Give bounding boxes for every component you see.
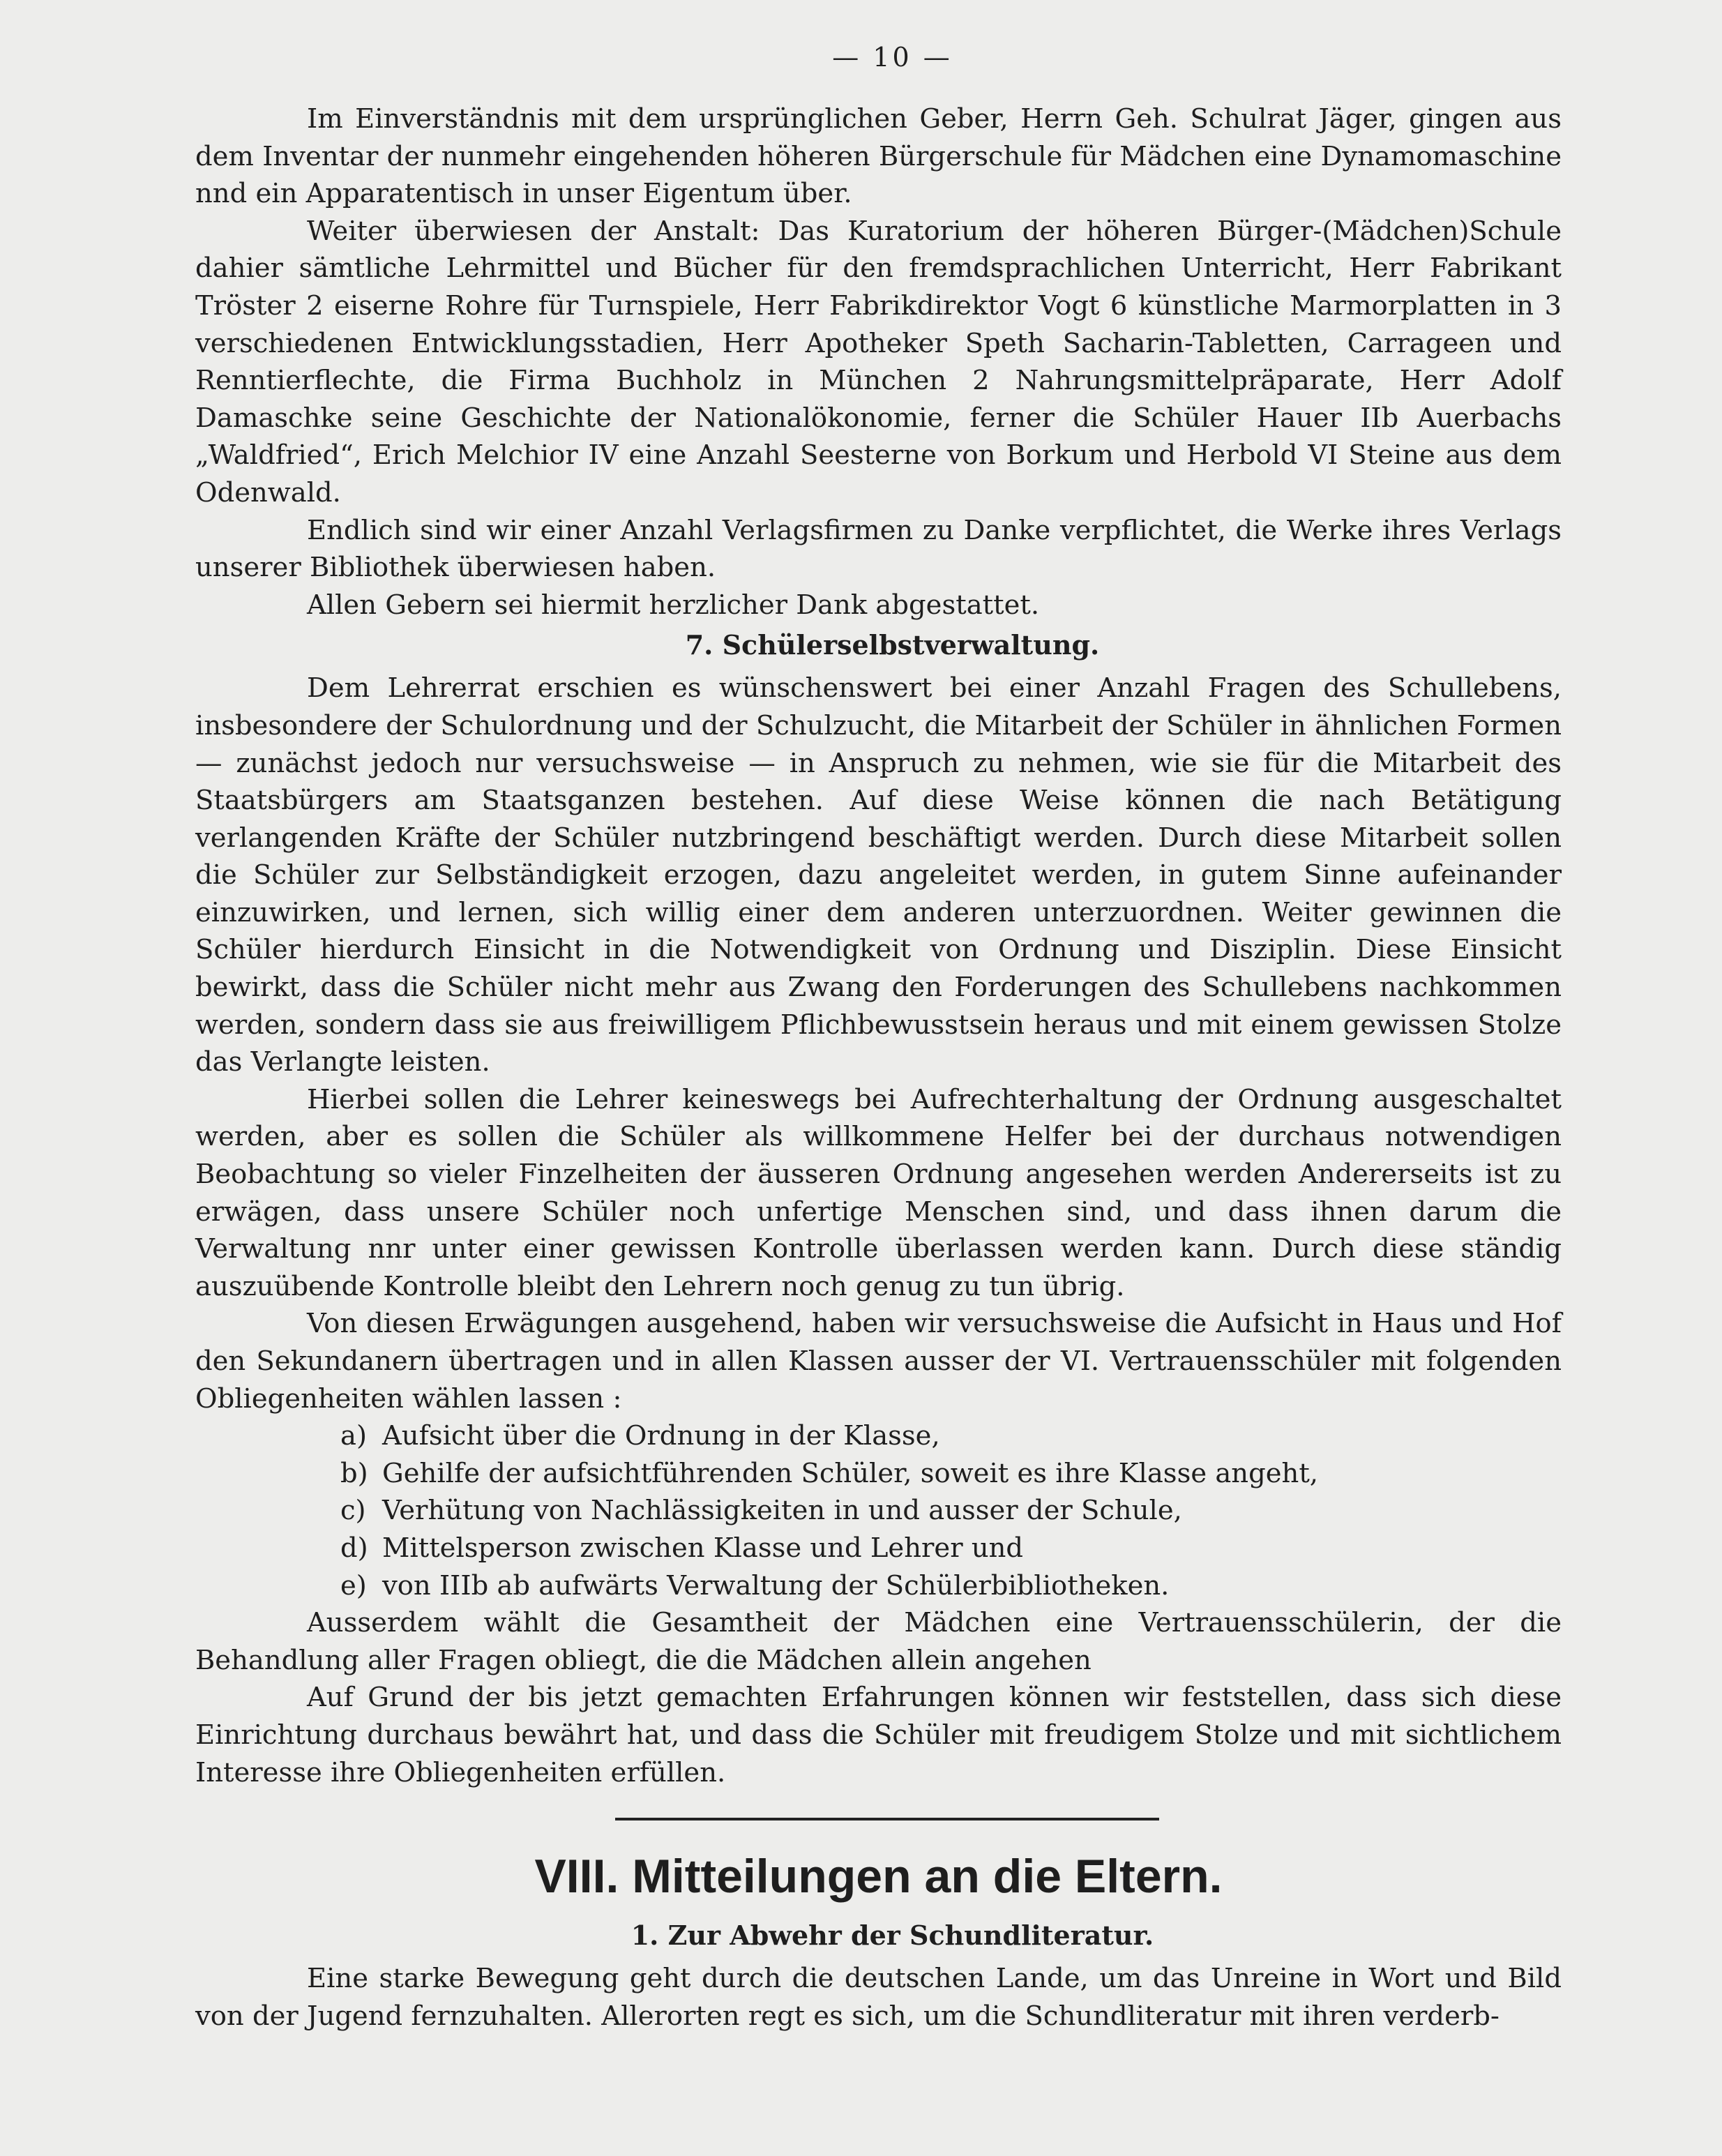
list-item — [340, 1567, 1562, 1605]
heading-student-self-administration: 7. Schülerselbstverwaltung. — [685, 629, 1100, 661]
list-item — [340, 1455, 1562, 1493]
list-marker: e) — [340, 1569, 367, 1601]
paragraph-supervision: Von diesen Erwägungen ausgehend, haben wir versuchsweise die Aufsicht in Haus und Hof den Sekundanern übertragen und in allen Klassen ausser der VI. Vertrauensschüler mit folgenden Obliegenheiten wählen lassen : — [195, 1308, 1562, 1415]
paragraph-donations-list: Weiter überwiesen der Anstalt: Das Kuratorium der höheren Bürger-(Mädchen)Schule dahier sämtliche Lehrmittel und Bücher für den fremdsprachlichen Unterricht, Herr Fabrikant Tröster 2 eiserne Rohre für Turnspiele, Herr Fabrikdirektor Vogt 6 künstliche Marmorplatten in 3 verschiedenen Entwicklungsstadien, Herr Apotheker Speth Sacharin-Tabletten, Carrageen und Renntierflechte, die Firma Buchholz in München 2 Nahrungsmittelpräparate, Herr Adolf Damaschke seine Geschichte der Nationalökonomie, ferner die Schüler Hauer IIb Auerbachs „Waldfried“, Erich Melchior IV eine Anzahl Seesterne von Borkum und Herbold VI Steine aus dem Odenwald. — [195, 215, 1562, 508]
paragraph-student-participation: Dem Lehrerrat erschien es wünschenswert bei einer Anzahl Fragen des Schullebens, insbesondere der Schulordnung und der Schulzucht, die Mitarbeit der Schüler in ähnlichen Formen — zunächst jedoch nur versuchsweise — in Anspruch zu nehmen, wie sie für die Mitarbeit des Staatsbürgers am Staatsganzen bestehen. Auf diese Weise können die nach Betätigung verlangenden Kräfte der Schüler nutzbringend beschäftigt werden. Durch diese Mitarbeit sollen die Schüler zur Selbständigkeit erzogen, dazu angeleitet werden, in gutem Sinne aufeinander einzuwirken, und lernen, sich willig einer dem anderen unterzuordnen. Weiter gewinnen die Schüler hierdurch Einsicht in die Notwendigkeit von Ordnung und Disziplin. Diese Einsicht bewirkt, dass die Schüler nicht mehr aus Zwang den Forderungen des Schullebens nachkommen werden, sondern dass sie aus freiwilligem Pflichbewusstsein heraus und mit einem gewissen Stolze das Verlangte leisten. — [195, 672, 1562, 1078]
list-item-text: Verhütung von Nachlässigkeiten in und ausser der Schule, — [382, 1495, 1182, 1527]
paragraph-conclusion: Auf Grund der bis jetzt gemachten Erfahrungen können wir feststellen, dass sich diese Einrichtung durchaus bewährt hat, und dass die Schüler mit freudigem Stolze und mit sichtlichem Interesse ihre Obliegenheiten erfüllen. — [195, 1682, 1562, 1788]
list-item-text: von IIIb ab aufwärts Verwaltung der Schülerbibliotheken. — [382, 1569, 1170, 1601]
list-marker: c) — [340, 1495, 366, 1527]
list-marker: d) — [340, 1532, 368, 1564]
section-divider — [615, 1818, 1159, 1820]
paragraph-teacher-control: Hierbei sollen die Lehrer keineswegs bei Aufrechterhaltung der Ordnung ausgeschaltet werden, aber es sollen die Schüler als willkommene Helfer bei der durchaus notwendigen Beobachtung so vieler Finzelheiten der äusseren Ordnung angesehen werden Andererseits ist zu erwägen, dass unsere Schüler noch unfertige Menschen sind, und dass ihnen darum die Verwaltung nnr unter einer gewissen Kontrolle überlassen werden kann. Durch diese ständig auszuübende Kontrolle bleibt den Lehrern noch genug zu tun übrig. — [195, 1083, 1562, 1302]
paragraph-publishers: Endlich sind wir einer Anzahl Verlagsfirmen zu Danke verpflichtet, die Werke ihres Verlags unserer Bibliothek überwiesen haben. — [195, 514, 1562, 584]
list-item-text: Aufsicht über die Ordnung in der Klasse, — [382, 1420, 940, 1452]
duties-list — [195, 1417, 1562, 1604]
list-item — [340, 1530, 1562, 1567]
paragraph-trash-literature: Eine starke Bewegung geht durch die deutschen Lande, um das Unreine in Wort und Bild von der Jugend fernzuhalten. Allerorten regt es sich, um die Schundliteratur mit ihren verderb- — [195, 1963, 1562, 2032]
heading-trash-literature: 1. Zur Abwehr der Schundliteratur. — [630, 1920, 1154, 1952]
paragraph-donors-intro: Im Einverständnis mit dem ursprünglichen Geber, Herrn Geh. Schulrat Jäger, gingen aus dem Inventar der nunmehr eingehenden höheren Bürgerschule für Mädchen eine Dynamomaschine nnd ein Apparatentisch in unser Eigentum über. — [195, 103, 1562, 210]
list-item-text: Gehilfe der aufsichtführenden Schüler, soweit es ihre Klasse angeht, — [382, 1457, 1319, 1489]
list-marker: a) — [340, 1420, 367, 1452]
list-marker: b) — [340, 1457, 368, 1489]
page-number: — 10 — — [832, 42, 953, 73]
list-item — [340, 1492, 1562, 1530]
paragraph-thanks: Allen Gebern sei hiermit herzlicher Dank abgestattet. — [307, 589, 1040, 621]
list-item-text: Mittelsperson zwischen Klasse und Lehrer und — [382, 1532, 1024, 1564]
section-heading-parents: VIII. Mitteilungen an die Eltern. — [534, 1850, 1223, 1904]
paragraph-girls-representative: Ausserdem wählt die Gesamtheit der Mädchen eine Vertrauensschülerin, der die Behandlung aller Fragen obliegt, die die Mädchen allein angehen — [195, 1607, 1562, 1676]
list-item — [340, 1417, 1562, 1455]
